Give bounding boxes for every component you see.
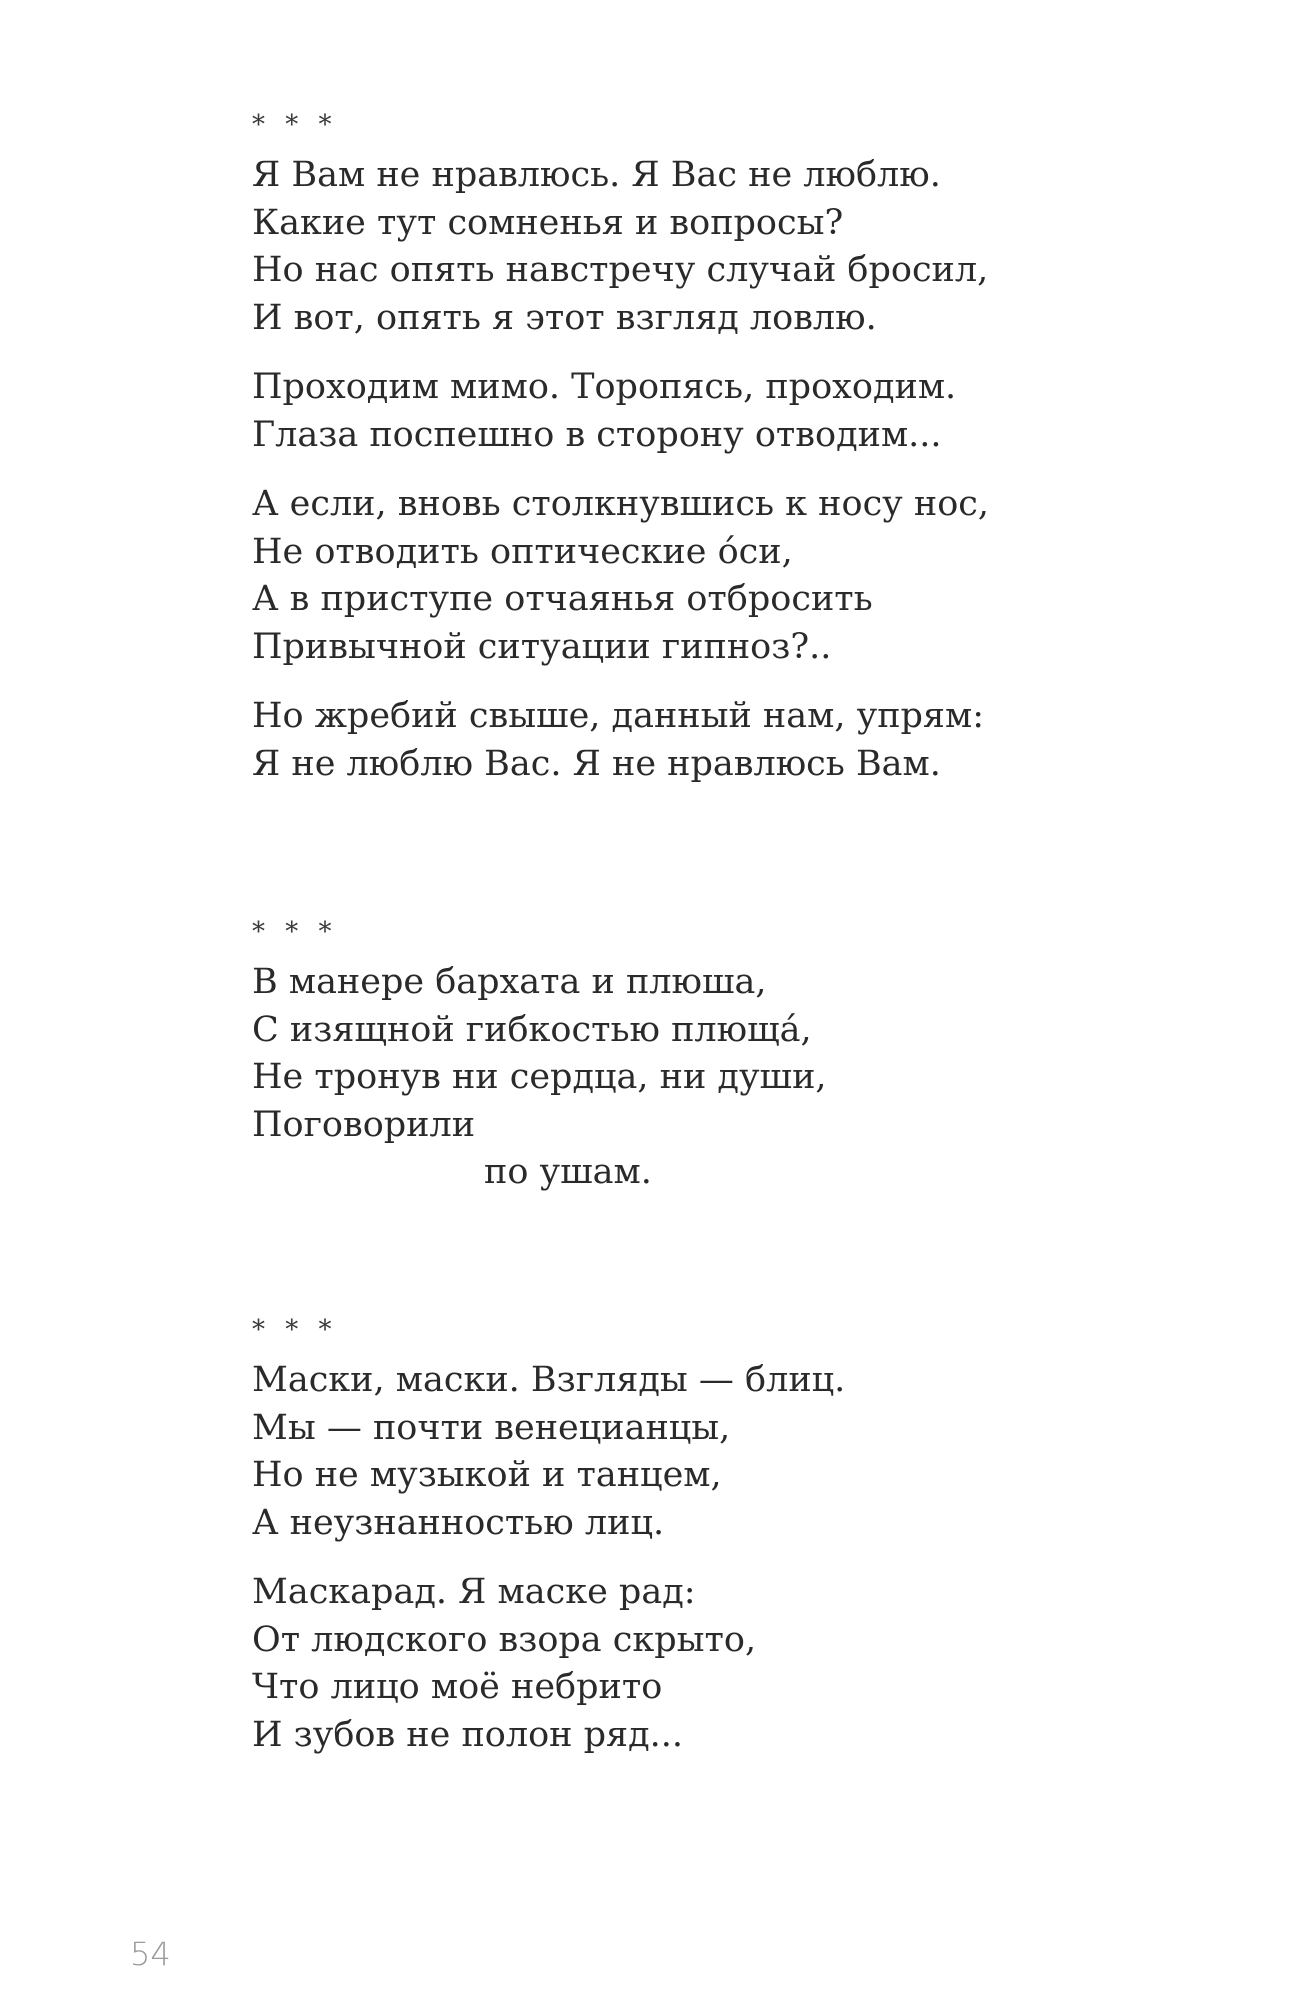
poem-1 — [252, 108, 1172, 788]
poem-separator: * * * — [252, 1315, 338, 1345]
verse-line: А в приступе отчаянья отбросить — [252, 579, 873, 619]
verse-line-indented: по ушам. — [484, 1152, 652, 1192]
stanza — [252, 1357, 1172, 1547]
verse-line: Я Вам не нравлюсь. Я Вас не люблю. — [252, 155, 941, 195]
verse-line: Что лицо моё небрито — [252, 1667, 663, 1707]
verse-line: Не отводить оптические óси, — [252, 531, 793, 572]
verse-line: Привычной ситуации гипноз?.. — [252, 626, 832, 667]
poem-2 — [252, 915, 1172, 1197]
stanza — [252, 959, 1172, 1197]
verse-line: Но жребий свыше, данный нам, упрям: — [252, 696, 985, 736]
stanza — [252, 693, 1172, 788]
verse-line: Но не музыкой и танцем, — [252, 1455, 722, 1495]
verse-line: Глаза поспешно в сторону отводим... — [252, 414, 942, 455]
poem-separator: * * * — [252, 917, 338, 947]
verse-line: В манере бархата и плюша, — [252, 962, 767, 1002]
verse-line: А неузнанностью лиц. — [252, 1502, 665, 1543]
verse-line: Мы — почти венецианцы, — [252, 1407, 731, 1448]
verse-line: Маски, маски. Взгляды — блиц. — [252, 1360, 846, 1400]
stanza — [252, 364, 1172, 459]
page-number: 54 — [130, 1935, 171, 1973]
verse-line: Не тронув ни сердца, ни души, — [252, 1057, 827, 1097]
verse-line: Маскарад. Я маске рад: — [252, 1572, 696, 1612]
verse-line: Какие тут сомненья и вопросы? — [252, 202, 844, 243]
verse-line: И вот, опять я этот взгляд ловлю. — [252, 297, 877, 338]
verse-line: С изящной гибкостью плющá, — [252, 1009, 812, 1050]
stanza — [252, 152, 1172, 342]
verse-line: А если, вновь столкнувшись к носу нос, — [252, 484, 990, 524]
stanza — [252, 1569, 1172, 1759]
verse-line: От людского взора скрыто, — [252, 1619, 757, 1660]
verse-line: Но нас опять навстречу случай бросил, — [252, 250, 989, 290]
verse-line: Я не люблю Вас. Я не нравлюсь Вам. — [252, 743, 941, 784]
verse-line: И зубов не полон ряд... — [252, 1714, 684, 1755]
poem-3 — [252, 1313, 1172, 1759]
verse-line: Проходим мимо. Торопясь, проходим. — [252, 367, 957, 407]
verse-line: Поговорили — [252, 1104, 476, 1145]
poem-separator: * * * — [252, 110, 338, 140]
stanza — [252, 481, 1172, 671]
